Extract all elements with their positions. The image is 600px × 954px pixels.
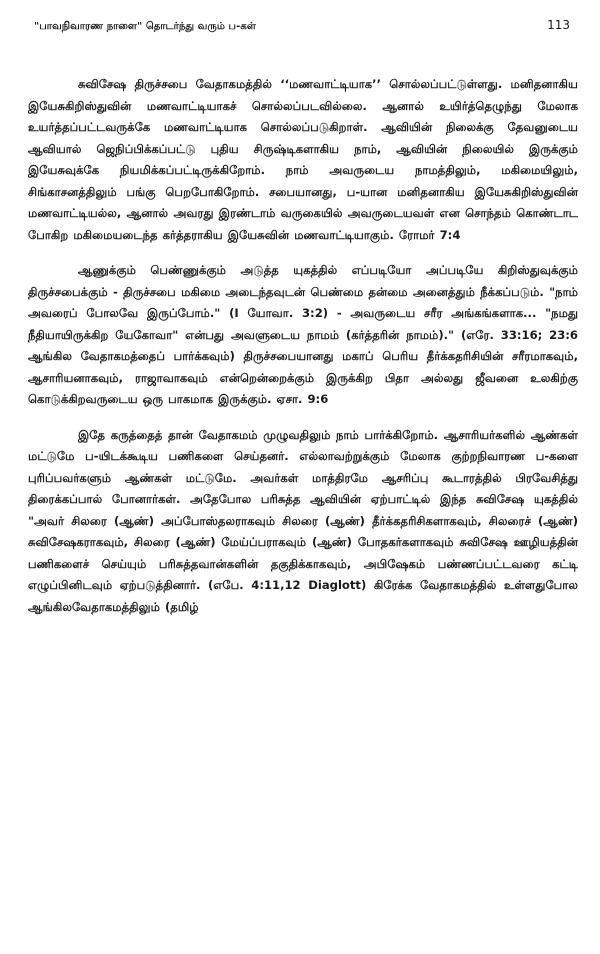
- paragraph: ஆணுக்கும் பெண்ணுக்கும் அடுத்த யுகத்தில் எப்படியோ அப்படியே கிறிஸ்துவுக்கும் திருச்சபைக்கும் - திருச்சபை மகிமை அடைந்தவுடன் பெண்மை தன்மை அனைத்தும் நீக்கப்படும். "நாம் அவரைப் போலவே இருப்போம்." (I யோவா. 3:2) - அவருடைய சரீர அங்கங்களாக... "நமது நீதியாயிருக்கிற யேகோவா" என்பது அவளுடைய நாமம் (கர்த்தரின் நாமம்)." (எரே. 33:16; 23:6 ஆங்கில வேதாகமத்தைப் பார்க்கவும்) திருச்சபையானது மகாப் பெரிய தீர்க்கதரிசியின் சரீரமாகவும், ஆசாரியனாகவும், ராஜாவாகவும் என்றென்றைக்கும் இருக்கிற பிதா அல்லது ஜீவனை உலகிற்கு கொடுக்கிறவருடைய ஒரு பாகமாக இருக்கும். ஏசா. 9:6: [28, 263, 578, 406]
- page-header: [28, 18, 578, 44]
- body-text: [28, 74, 578, 618]
- paragraph: சுவிசேஷ திருச்சபை வேதாகமத்தில் ‘‘மணவாட்டியாக’’ சொல்லப்பட்டுள்ளது. மனிதனாகிய இயேசுகிறிஸ்துவின் மணவாட்டியாகச் சொல்லப்படவில்லை. ஆனால் உயிர்த்தெழுந்து மேலாக உயர்த்தப்பட்டவருக்கே மணவாட்டியாக சொல்லப்படுகிறாள். ஆவியின் நிலைக்கு தேவனுடைய ஆவியால் ஜெநிப்பிக்கப்பட்டு புதிய சிருஷ்டிகளாகிய நாம், ஆவியின் நிலையில் இருக்கும் இயேசுவுக்கே நியமிக்கப்பட்டிருக்கிறோம். நாம் அவருடைய நாமத்திலும், மகிமையிலும், சிங்காசனத்திலும் பங்கு பெறபோகிறோம். சபையானது, ப-யான மனிதனாகிய இயேசுகிறிஸ்துவின் மணவாட்டியல்ல, ஆனால் அவரது இரண்டாம் வருகையில் அவருடையவள் என சொந்தம் கொண்டாட போகிற மகிமையடைந்த கர்த்தராகிய இயேசுவின் மணவாட்டியாகும். ரோமர் 7:4: [28, 77, 578, 242]
- page-number: 113: [547, 18, 570, 32]
- running-head: "பாவநிவாரண நாளை" தொடர்ந்து வரும் ப-கள்: [34, 21, 256, 32]
- paragraph: இதே கருத்தைத் தான் வேதாகமம் முழுவதிலும் நாம் பார்க்கிறோம். ஆசாரியர்களில் ஆண்கள் மட்டுமே ப-யிடக்கூடிய பணிகளை செய்தனர். எல்லாவற்றுக்கும் மேலாக குற்றநிவாரண ப-களை புரிப்பவர்களும் ஆண்கள் மட்டுமே. அவர்கள் மாத்திரமே ஆசரிப்பு கூடாரத்தில் பிரவேசித்து திரைக்கப்பால் போனார்கள். அதேபோல பரிசுத்த ஆவியின் ஏற்பாட்டில் இந்த சுவிசேஷ யுகத்தில் "அவர் சிலரை (ஆண்) அப்போஸ்தலராகவும் சிலரை (ஆண்) தீர்க்கதரிசிகளாகவும், சிலரைச் (ஆண்) சுவிசேஷகராகவும், சிலரை (ஆண்) மேய்ப்பராகவும் (ஆண்) போதகர்களாகவும் சுவிசேஷ ஊழியத்தின் பணிகளைச் செய்யும் பரிசுத்தவான்களின் தகுதிக்காகவும், அபிஷேகம் பண்ணப்பட்டவரை கட்டி எழுப்பினிடவும் ஏற்படுத்தினார். (எபே. 4:11,12 Diaglott) கிரேக்க வேதாகமத்தில் உள்ளதுபோல ஆங்கிலவேதாகமத்திலும் (தமிழ்: [28, 427, 578, 614]
